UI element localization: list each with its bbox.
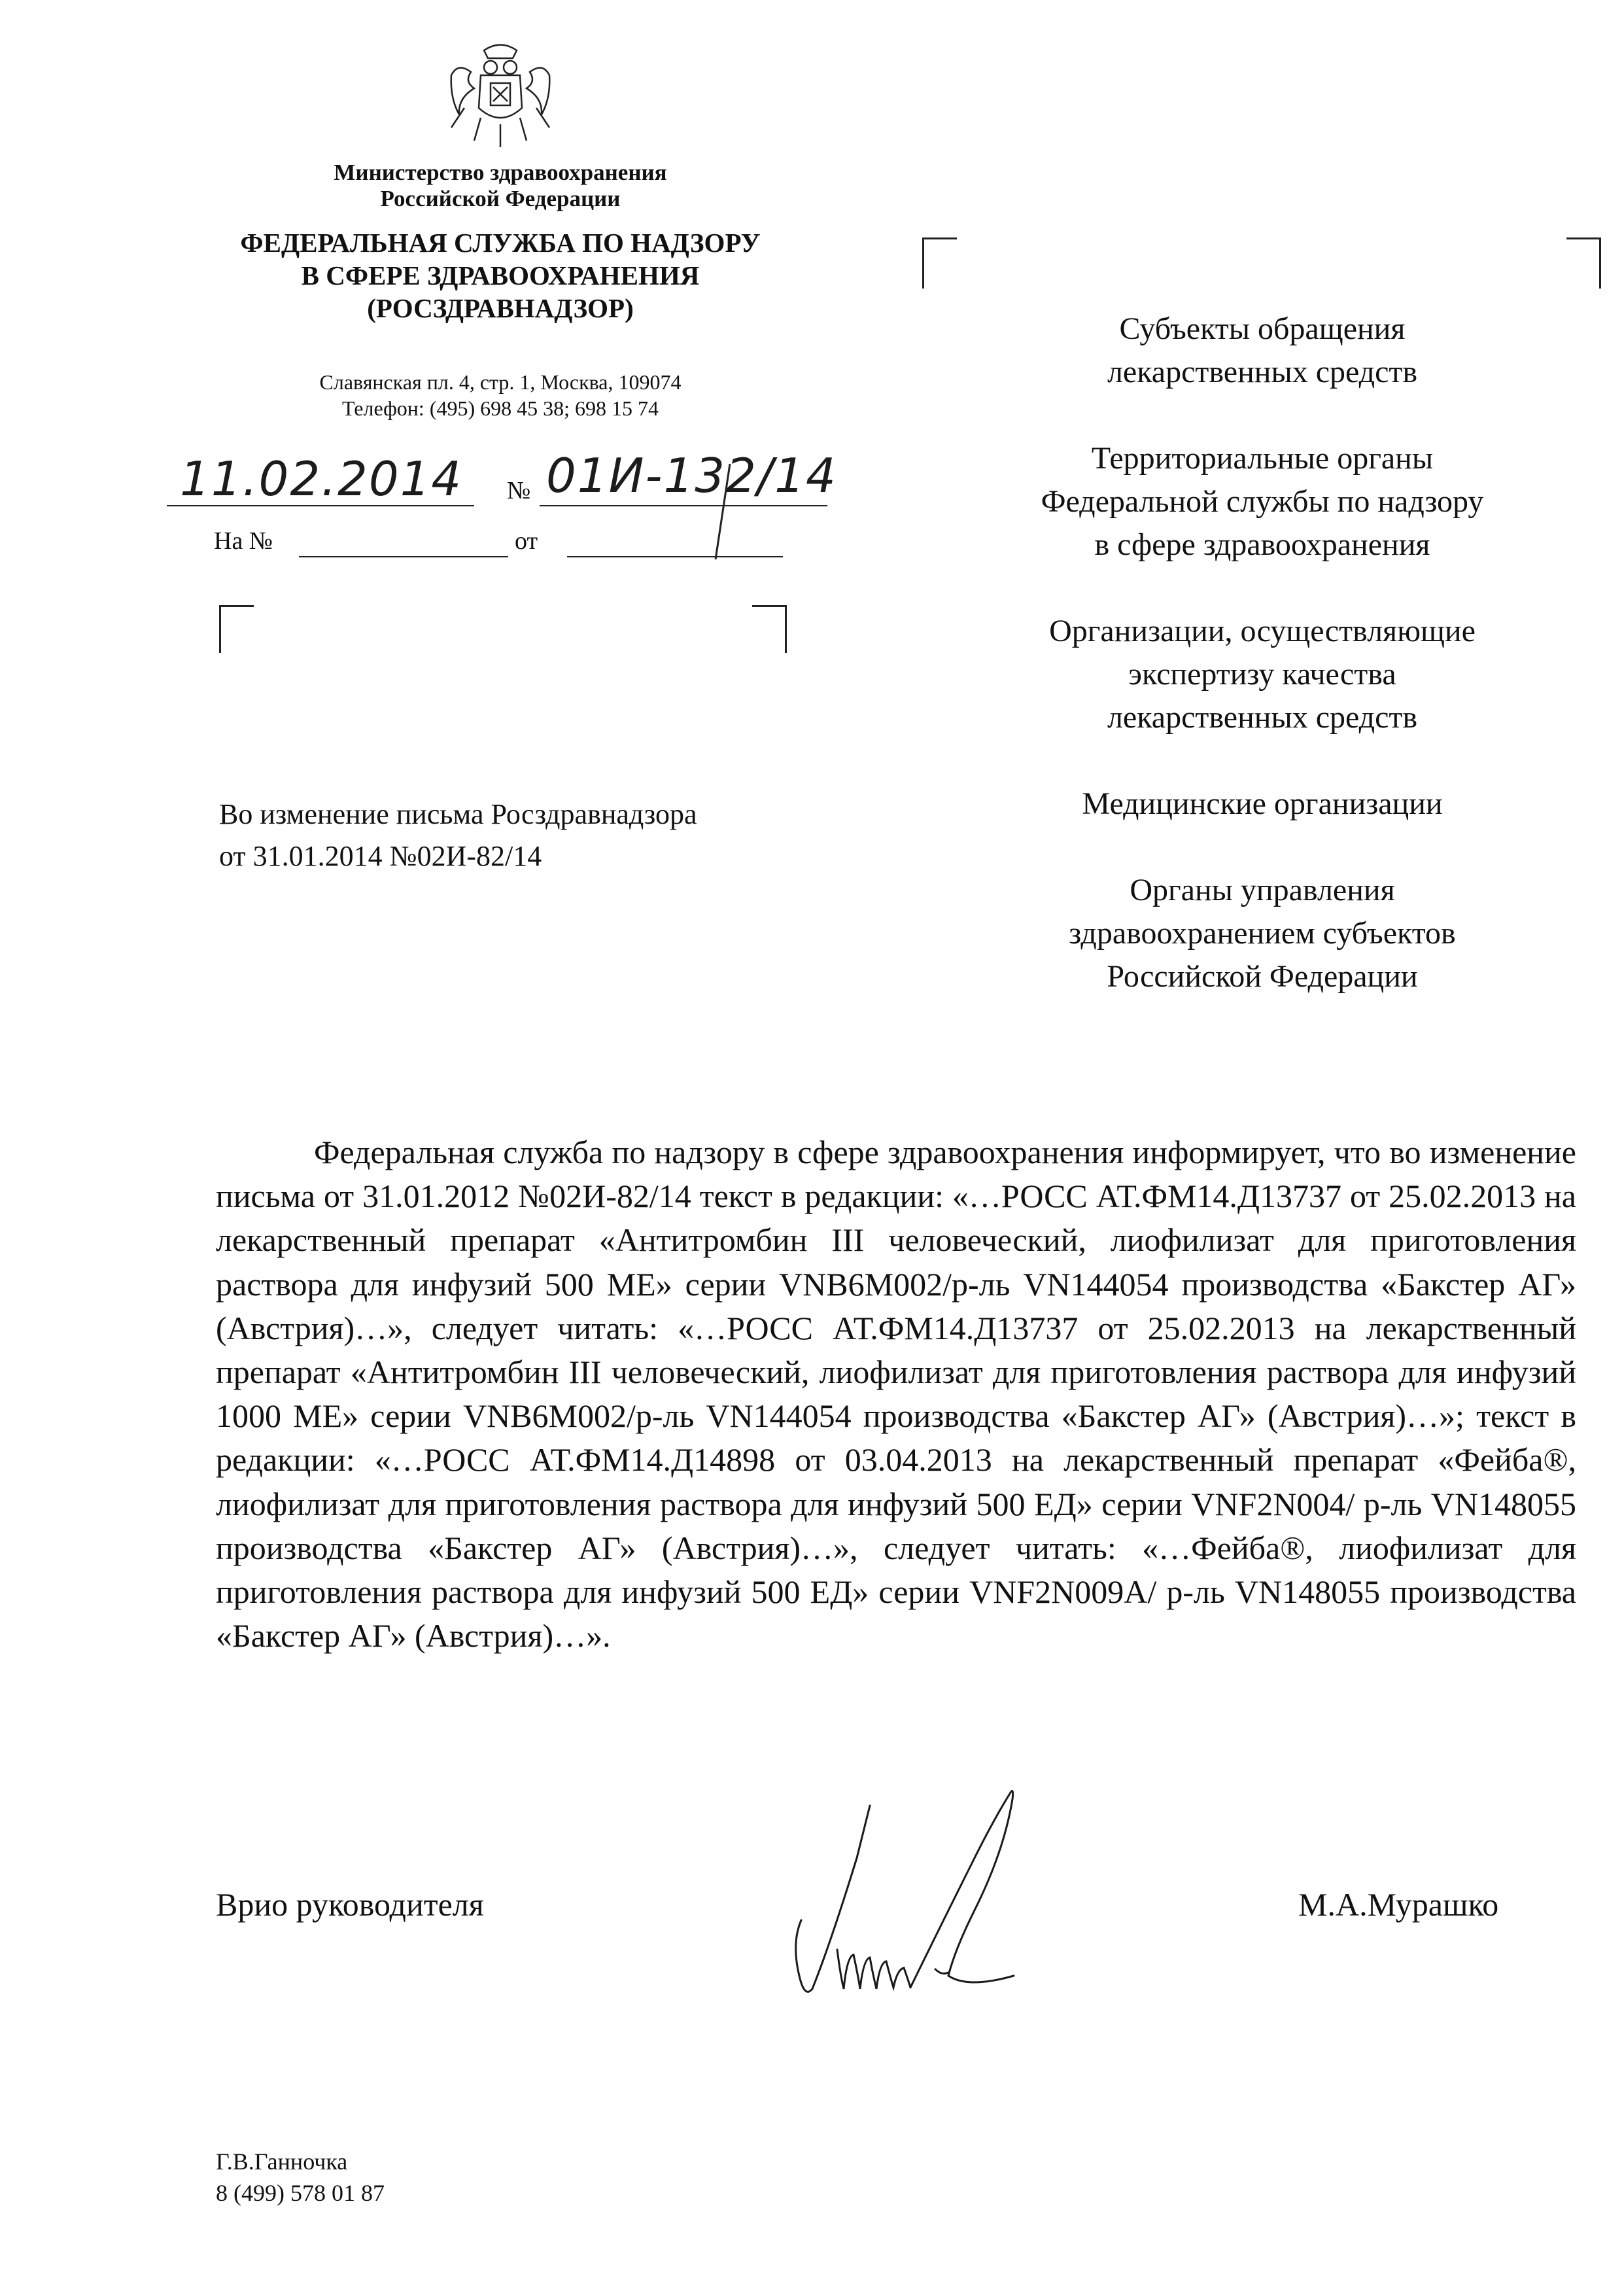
agency-address [229, 369, 772, 421]
recipient-group [968, 869, 1557, 998]
corner-bracket-left [922, 237, 957, 289]
recipient-line: лекарственных средств [1107, 700, 1418, 735]
agency-line: (РОСЗДРАВНАДЗОР) [367, 293, 634, 323]
executor-name: Г.В.Ганночка [216, 2148, 348, 2175]
address-line: Телефон: (495) 698 45 38; 698 15 74 [341, 396, 659, 420]
signatory-name: М.А.Мурашко [1298, 1886, 1499, 1923]
corner-bracket-right [752, 605, 787, 653]
reference-date-blank [567, 556, 783, 557]
recipient-line: в сфере здравоохранения [1094, 527, 1430, 562]
registration-number-label: № [507, 477, 531, 504]
reference-row [214, 523, 803, 563]
recipient-line: Организации, осуществляющие [1049, 614, 1476, 648]
recipient-line: Территориальные органы [1091, 441, 1434, 476]
corner-bracket-right [1566, 237, 1601, 289]
executor-phone: 8 (499) 578 01 87 [216, 2180, 385, 2206]
recipient-line: Органы управления [1130, 873, 1395, 907]
recipient-line: экспертизу качества [1128, 657, 1396, 692]
recipient-line: Федеральной службы по надзору [1041, 484, 1484, 519]
subject-line: от 31.01.2014 №02И-82/14 [219, 840, 542, 872]
recipient-line: Российской Федерации [1107, 959, 1418, 994]
recipient-line: лекарственных средств [1107, 355, 1418, 389]
ministry-line: Министерство здравоохранения [334, 160, 667, 185]
registration-row [167, 448, 854, 517]
agency-line: В СФЕРЕ ЗДРАВООХРАНЕНИЯ [301, 260, 700, 290]
recipient-line: здравоохранением субъектов [1069, 916, 1456, 951]
letter-subject [219, 794, 808, 877]
recipient-group [968, 782, 1557, 826]
reference-from-label: от [515, 527, 538, 555]
agency-line: ФЕДЕРАЛЬНАЯ СЛУЖБА ПО НАДЗОРУ [240, 228, 761, 258]
letter-body: Федеральная служба по надзору в сфере здравоохранения информирует, что во изменение письма от 31.01.2012 №02И-82/14 текст в редакции: «…РОСС АТ.ФМ14.Д13737 от 25.02.2013 на лекарственный препарат «Антитромбин III человеческий, лиофилизат для приготовления раствора для инфузий 500 МЕ» серии VNB6M002/р-ль VN144054 производства «Бакстер АГ» (Австрия)…», следует читать: «…РОСС АТ.ФМ14.Д13737 от 25.02.2013 на лекарственный препарат «Антитромбин III человеческий, лиофилизат для приготовления раствора для инфузий 1000 МЕ» серии VNB6M002/р-ль VN144054 производства «Бакстер АГ» (Австрия)…»; текст в редакции: «…РОСС АТ.ФМ14.Д14898 от 03.04.2013 на лекарственный препарат «Фейба®, лиофилизат для приготовления раствора для инфузий 500 ЕД» серии VNF2N004/ р-ль VN148055 производства «Бакстер АГ» (Австрия)…», следует читать: «…Фейба®, лиофилизат для приготовления раствора для инфузий 500 ЕД» серии VNF2N009A/ р-ль VN148055 производства «Бакстер АГ» (Австрия)…». [216, 1134, 1576, 1655]
recipient-group [968, 437, 1557, 567]
coat-of-arms-icon [445, 36, 556, 154]
recipients-block [968, 307, 1557, 1042]
corner-bracket-left [219, 605, 254, 653]
ministry-line: Российской Федерации [380, 186, 621, 211]
address-line: Славянская пл. 4, стр. 1, Москва, 109074 [319, 370, 682, 394]
registration-number: 01И-132/14 [546, 448, 837, 503]
subject-line: Во изменение письма Росздравнадзора [219, 798, 697, 830]
date-underline [167, 505, 474, 506]
recipient-line: Субъекты обращения [1119, 311, 1406, 346]
recipient-line: Медицинские организации [1082, 786, 1443, 821]
reference-number-label: На № [214, 527, 273, 555]
ministry-name [262, 160, 739, 212]
reference-number-blank [299, 556, 508, 557]
number-underline [540, 505, 827, 506]
recipient-group [968, 610, 1557, 739]
executor-block [216, 2146, 385, 2209]
recipient-group [968, 307, 1557, 394]
signatory-position: Врио руководителя [216, 1886, 484, 1923]
handwritten-signature [739, 1779, 1079, 2054]
agency-name [196, 226, 804, 324]
registration-date: 11.02.2014 [180, 451, 463, 506]
